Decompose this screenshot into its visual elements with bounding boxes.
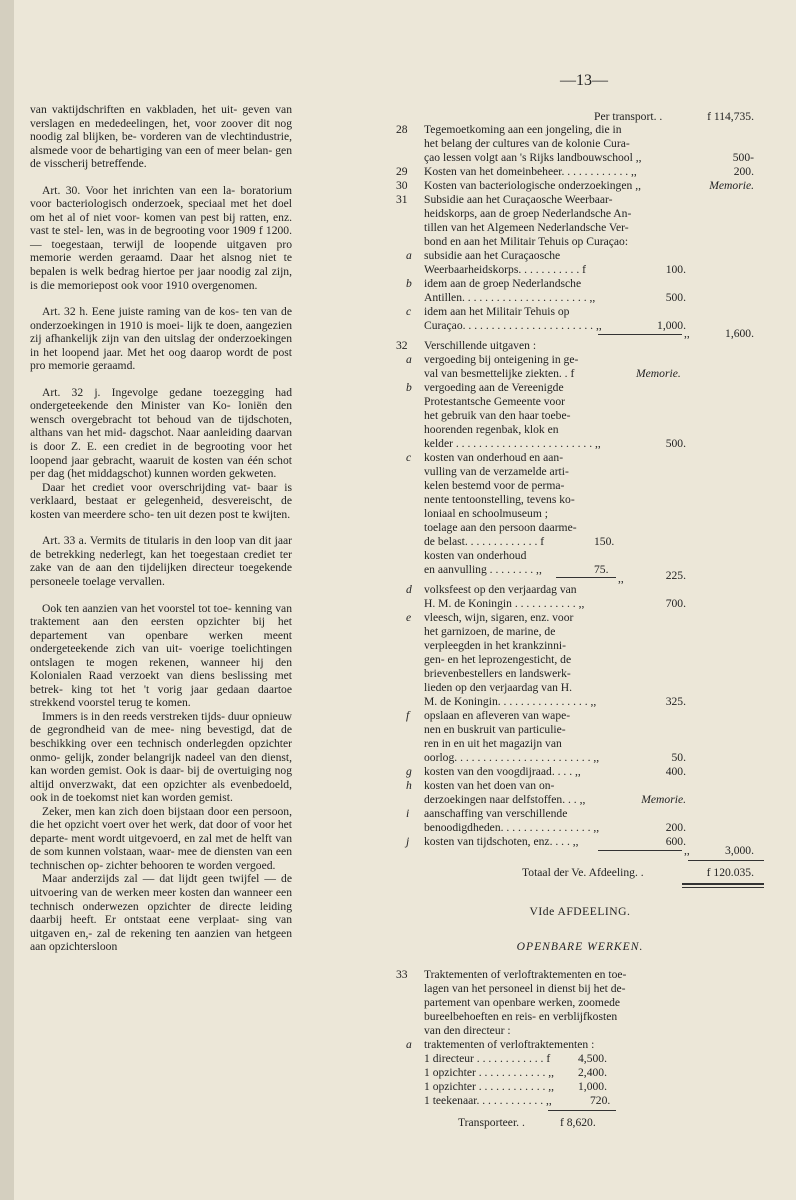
staff-role: 1 opzichter . . . . . . . . . . . . ,, — [424, 1080, 555, 1093]
item-text: bureelbehoeften en reis- en verblijfkosten — [424, 1010, 618, 1023]
section-subheading: OPENBARE WERKEN. — [516, 940, 644, 953]
item-text: partement van openbare werken, zoomede — [424, 996, 621, 1009]
item-text: Weerbaarheidskorps. . . . . . . . . . . f — [424, 263, 586, 276]
item-text: Antillen. . . . . . . . . . . . . . . . . . . . . . ,, — [424, 291, 596, 304]
ditto-mark: ,, — [684, 844, 690, 857]
item-text: kelder . . . . . . . . . . . . . . . . . . . . . . . . ,, — [424, 437, 601, 450]
sum-rule — [598, 850, 682, 851]
sum-rule — [548, 1110, 616, 1111]
ditto-mark: ,, — [684, 327, 690, 340]
double-rule — [682, 883, 764, 885]
sub-letter: j — [406, 835, 410, 848]
item-text: nente tentoonstelling, tevens ko- — [424, 493, 575, 506]
paragraph: Maar anderzijds zal — dat lijdt geen twijfel — de uitvoering van de werken meer kosten dan wanneer een technisch onderwezen opzichter de directe leiding daarbij heeft. Er ontstaat eene verplaat- sing van uitgaven en,- zal de rekening ten aanzien van hetgeen aan opzichtersloon — [30, 872, 292, 954]
item-text: traktementen of verloftraktementen : — [424, 1038, 595, 1051]
item-text: gen- en het leprozengesticht, de — [424, 653, 572, 666]
sub-letter: g — [406, 765, 412, 778]
sub-amount: 325. — [665, 695, 686, 708]
item-text: nen en buskruit van particulie- — [424, 723, 566, 736]
item-text: Subsidie aan het Curaçaosche Weerbaar- — [424, 193, 613, 206]
item-text: vergoeding bij onteigening in ge- — [424, 353, 579, 366]
item-text: het garnizoen, de marine, de — [424, 625, 556, 638]
item-text: tillen van het Algemeen Nederlandsche Ver- — [424, 221, 629, 234]
transporteer-value: f 8,620. — [560, 1116, 596, 1129]
item-text: kosten van het doen van on- — [424, 779, 555, 792]
item-text: Traktementen of verloftraktementen en toe- — [424, 968, 627, 981]
item-number: 32 — [396, 339, 408, 352]
item-text: derzoekingen naar delfstoffen. . . ,, — [424, 793, 586, 806]
item-text: vergoeding aan de Vereenigde — [424, 381, 564, 394]
item-text: toelage aan den persoon daarme- — [424, 521, 577, 534]
item-text: ren in en uit het magazijn van — [424, 737, 562, 750]
sub-amount: Memorie. — [636, 367, 681, 380]
item-text: çao lessen volgt aan 's Rijks landbouwschool ,, — [424, 151, 642, 164]
sub-letter: f — [406, 709, 410, 722]
sub-letter: a — [406, 353, 412, 366]
sub-letter: a — [406, 249, 412, 262]
sub-amount: 100. — [665, 263, 686, 276]
item-text: kosten van den voogdijraad. . . . ,, — [424, 765, 581, 778]
item-text: het gebruik van den haar toebe- — [424, 409, 571, 422]
item-text: kelen bestemd voor de perma- — [424, 479, 565, 492]
item-text: M. de Koningin. . . . . . . . . . . . . . . . ,, — [424, 695, 597, 708]
item-number: 29 — [396, 165, 408, 178]
sub-letter: b — [406, 277, 412, 290]
item-text: idem aan de groep Nederlandsche — [424, 277, 582, 290]
sub-letter: c — [406, 451, 412, 464]
item-text: subsidie aan het Curaçaosche — [424, 249, 561, 262]
per-transport-value: f 114,735. — [707, 110, 754, 123]
sub-amount: 700. — [665, 597, 686, 610]
sub-amount: Memorie. — [641, 793, 686, 806]
paragraph: Ook ten aanzien van het voorstel tot toe- kenning van traktement aan den eersten opzichter bij het departement van openbare werken meent ondergeteekende zich van uit- voerige toelichtingen ontslagen te mogen rekenen, wanneer hij den Kolonialen Raad verzoekt van diens beslissing met betrek- king tot het 't vorig jaar gedaan daartoe strekkend voorstel terug te komen. — [30, 601, 292, 710]
paragraph-art-32h: Art. 32 h. Eene juiste raming van de kos- ten van de onderzoekingen in 1910 is moei- lijk te doen, aangezien zij afhankelijk zijn van den uitslag der onderzoekingen in het loopend jaar. Met het oog daarop wordt de post pro memorie geraamd. — [30, 305, 292, 373]
staff-role: 1 directeur . . . . . . . . . . . . f — [424, 1052, 551, 1065]
item-text: Protestantsche Gemeente voor — [424, 395, 566, 408]
item-text: lagen van het personeel in dienst bij het de- — [424, 982, 626, 995]
item-text: aanschaffing van verschillende — [424, 807, 568, 820]
sub-letter: d — [406, 583, 412, 596]
staff-amount: 1,000. — [578, 1080, 607, 1093]
item-text: Curaçao. . . . . . . . . . . . . . . . . . . . . . . ,, — [424, 319, 602, 332]
item-amount: 1,600. — [725, 327, 754, 340]
per-transport-label: Per transport. . — [594, 110, 663, 123]
paragraph: van vaktijdschriften en vakbladen, het uit- geven van verslagen en mededeelingen, het, voor zoover dit nog noodig zal blijken, be- vorderen van de vlechtindustrie, alsmede voor de behartiging van een of meer belan- gen de visscherij betreffende. — [30, 103, 292, 171]
item-text: vleesch, wijn, sigaren, enz. voor — [424, 611, 574, 624]
page-number: —13— — [560, 72, 608, 89]
ditto-mark: ,, — [618, 572, 624, 585]
sub-amount: 400. — [665, 765, 686, 778]
paragraph-art-30: Art. 30. Voor het inrichten van een la- boratorium voor bacteriologisch onderzoek, speciaal met het doel om het al of niet voor- komen van pest bij ratten, enz. vast te stel- len, was in de begrooting voor 1909 f 1200.— toegestaan, terwijl de loopende uitgaven pro memorie werden geraamd. Daar het alsnog niet te bepalen is welk bedrag hiertoe per jaar noodig zal zijn, is die memoriepost ook voor 1910 overgenomen. — [30, 183, 292, 292]
item-text: het belang der cultures van de kolonie Cura- — [424, 137, 630, 150]
item-text: idem aan het Militair Tehuis op — [424, 305, 570, 318]
sub-letter: c — [406, 305, 412, 318]
staff-amount: 4,500. — [578, 1052, 607, 1065]
double-rule — [682, 887, 764, 888]
sub-amount: 50. — [671, 751, 686, 764]
sub-amount: 500. — [665, 291, 686, 304]
item-amount: 200. — [733, 165, 754, 178]
item-text: heidskorps, aan de groep Nederlandsche An- — [424, 207, 632, 220]
item-text: val van besmettelijke ziekten. . f — [424, 367, 575, 380]
total-rule — [688, 860, 764, 861]
item-text: loniaal en schoolmuseum ; — [424, 507, 548, 520]
sub-sub-amount: 75. — [594, 563, 609, 576]
totaal-value: f 120.035. — [706, 866, 754, 879]
item-number: 28 — [396, 123, 408, 136]
item-text: van den directeur : — [424, 1024, 511, 1037]
item-text: Tegemoetkoming aan een jongeling, die in — [424, 123, 622, 136]
sum-rule — [598, 334, 682, 335]
sub-letter: h — [406, 779, 412, 792]
item-text: brievenbestellers en landswerk- — [424, 667, 571, 680]
paragraph: Zeker, men kan zich doen bijstaan door een persoon, die het opzicht voert over het werk, dat door of voor het departe- ment wordt uitgevoerd, en zal met de helft van de som kunnen volstaan, waar- mee de diensten van een technischen op- zichter behooren te worden vergoed. — [30, 804, 292, 872]
item-text: kosten van tijdschoten, enz. . . . ,, — [424, 835, 579, 848]
item-text: verpleegden in het krankzinni- — [424, 639, 566, 652]
item-text: bond en aan het Militair Tehuis op Curaçao: — [424, 235, 629, 248]
paragraph-art-32j: Art. 32 j. Ingevolge gedane toezegging had ondergeteekende den Minister van Ko- loniën den wensch overgebracht tot behoud van de tijdschoten, althans van het mid- dagschot. Naar aanleiding daarvan is door Z. E. een crediet in de begrooting voor het loopend jaar gebracht, waaruit de kosten van één schot per dag (het middagschot) kunnen worden gekweten. — [30, 385, 292, 481]
item-number: 31 — [396, 193, 408, 206]
sub-letter: i — [406, 807, 410, 820]
sub-amount: 225. — [665, 569, 686, 582]
sub-amount: 1,000. — [657, 319, 686, 332]
sub-letter: b — [406, 381, 412, 394]
totaal-label: Totaal der Ve. Afdeeling. . — [522, 866, 644, 879]
item-text: benoodigdheden. . . . . . . . . . . . . . . . ,, — [424, 821, 600, 834]
item-text: hoorenden regenbak, klok en — [424, 423, 559, 436]
item-text: Kosten van bacteriologische onderzoekingen ,, — [424, 179, 641, 192]
staff-role: 1 opzichter . . . . . . . . . . . . ,, — [424, 1066, 555, 1079]
sub-amount: 200. — [665, 821, 686, 834]
item-text: en aanvulling . . . . . . . . ,, — [424, 563, 542, 576]
section-heading: VIde AFDEELING. — [529, 905, 631, 918]
sub-amount: 500. — [665, 437, 686, 450]
item-text: oorlog. . . . . . . . . . . . . . . . . . . . . . . . ,, — [424, 751, 600, 764]
sub-sub-amount: 150. — [594, 535, 615, 548]
item-amount: 3,000. — [725, 844, 754, 857]
sub-letter: a — [406, 1038, 412, 1051]
item-text: de belast. . . . . . . . . . . . . f — [424, 535, 545, 548]
paragraph: Daar het crediet voor overschrijding vat- baar is verklaard, bestaat er gelegenheid, desvereischt, de kosten van meerdere scho- ten uit dezen post te kwijten. — [30, 480, 292, 521]
item-text: kosten van onderhoud — [424, 549, 527, 562]
item-number: 33 — [396, 968, 408, 981]
item-text: volksfeest op den verjaardag van — [424, 583, 577, 596]
item-number: 30 — [396, 179, 408, 192]
staff-amount: 2,400. — [578, 1066, 607, 1079]
sub-amount: 600. — [665, 835, 686, 848]
staff-role: 1 teekenaar. . . . . . . . . . . . ,, — [424, 1094, 552, 1107]
item-amount: Memorie. — [709, 179, 754, 192]
staff-amount: 720. — [590, 1094, 611, 1107]
paragraph: Immers is in den reeds verstreken tijds- duur opnieuw de gegrondheid van de mee- ning bevestigd, dat de beschikking over een technisch onderlegden opzichter onmo- gelijk, zonder belangrijk nadeel van den dienst, kan worden gemist. Ook is daar- bij de overtuiging nog altijd onverzwakt, dat een opzichter als evenbedoeld, ook in de toekomst niet kan worden gemist. — [30, 709, 292, 805]
item-text: H. M. de Koningin . . . . . . . . . . . ,, — [424, 597, 585, 610]
paragraph-art-33a: Art. 33 a. Vermits de titularis in den loop van dit jaar de betrekking nederlegt, kan het toegestaan crediet ter zake van de aan den tijdelijken directeur toegekende personeele toelage vervallen. — [30, 534, 292, 588]
item-amount: 500- — [732, 151, 754, 164]
item-text: Kosten van het domeinbeheer. . . . . . . . . . . . ,, — [424, 165, 637, 178]
item-text: opslaan en afleveren van wape- — [424, 709, 571, 722]
item-text: lieden op den verjaardag van H. — [424, 681, 573, 694]
item-text: Verschillende uitgaven : — [424, 339, 537, 352]
sub-letter: e — [406, 611, 412, 624]
item-text: kosten van onderhoud en aan- — [424, 451, 564, 464]
item-text: vulling van de verzamelde arti- — [424, 465, 569, 478]
sum-rule — [556, 577, 616, 578]
transporteer-label: Transporteer. . — [458, 1116, 525, 1129]
